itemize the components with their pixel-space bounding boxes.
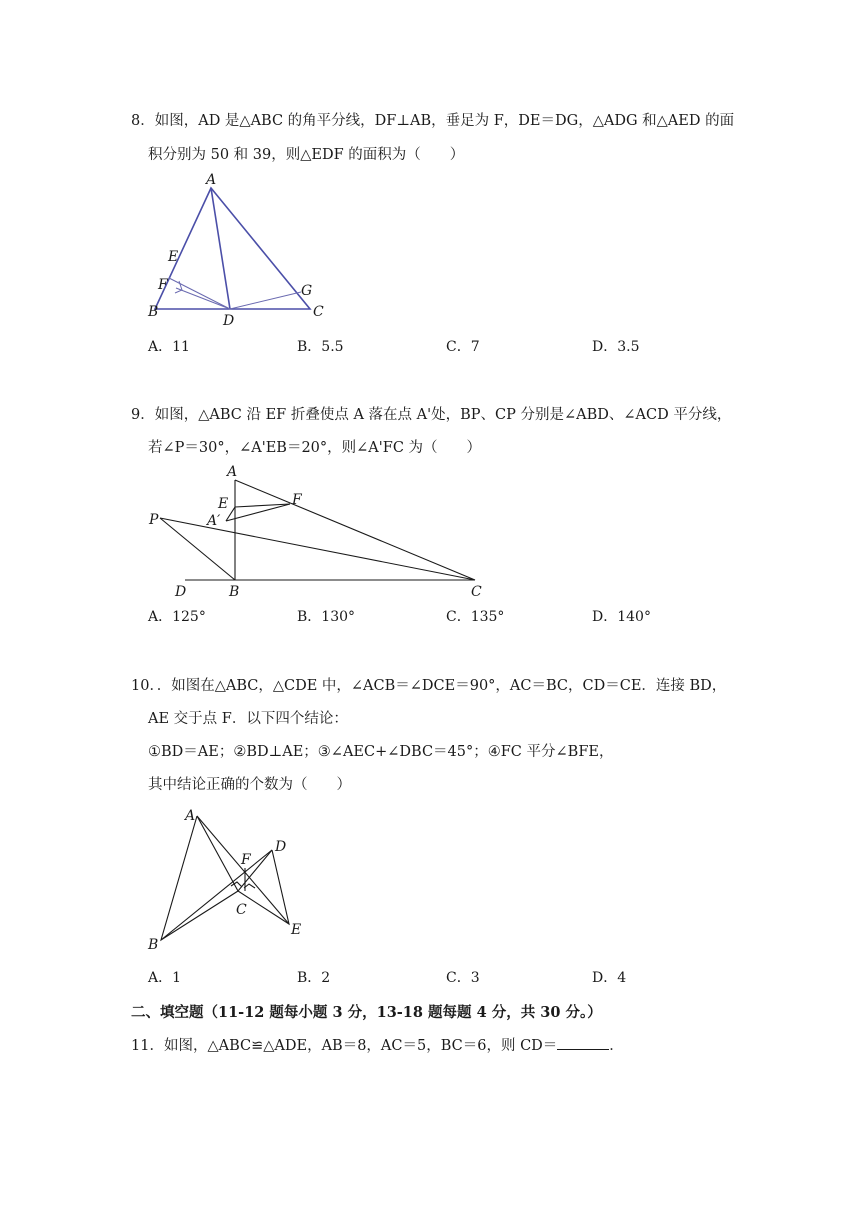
q8-stem-line2: 积分别为 50 和 39，则△EDF 的面积为（ ） — [148, 147, 465, 163]
q8-option-a[interactable]: A．11 — [148, 339, 190, 355]
q8-triangle-abc — [155, 188, 313, 309]
q8-label-d: D — [223, 313, 235, 329]
q8-label-b: B — [148, 304, 159, 320]
q8-inner-lines — [169, 278, 301, 309]
q8-option-d[interactable]: D．3.5 — [592, 339, 640, 355]
q10-stem-line1: 10．．如图在△ABC，△CDE 中，∠ACB＝∠DCE＝90°，AC＝BC，CD＝CE．连接 BD， — [131, 678, 727, 694]
q8-label-f: F — [158, 277, 168, 293]
q10-option-c[interactable]: C．3 — [446, 970, 480, 986]
q8-label-e: E — [168, 249, 179, 265]
q9-label-f: F — [292, 492, 302, 508]
q9-option-c[interactable]: C．135° — [446, 609, 505, 625]
q10-label-c: C — [236, 902, 247, 918]
q10-label-d: D — [275, 839, 287, 855]
q9-label-d: D — [175, 584, 187, 600]
q10-figure — [145, 806, 345, 956]
q9-label-a: A — [227, 464, 238, 480]
q8-label-g: G — [301, 283, 313, 299]
q8-stem-line1: 8．如图，AD 是△ABC 的角平分线，DF⊥AB，垂足为 F，DE＝DG，△ADG 和△AED 的面 — [131, 113, 735, 129]
q10-option-b[interactable]: B．2 — [297, 970, 331, 986]
q9-label-e: E — [218, 496, 229, 512]
q10-conclusions: ①BD＝AE；②BD⊥AE；③∠AEC+∠DBC＝45°；④FC 平分∠BFE， — [148, 744, 614, 760]
q10-option-d[interactable]: D．4 — [592, 970, 627, 986]
q9-label-p: P — [149, 512, 159, 528]
q9-stem-line2: 若∠P＝30°，∠A'EB＝20°，则∠A'FC 为（ ） — [148, 440, 482, 456]
q11-answer-blank[interactable] — [557, 1035, 609, 1050]
q10-label-f: F — [241, 852, 251, 868]
q8-option-c[interactable]: C．7 — [446, 339, 480, 355]
q11-text: 11．如图，△ABC≌△ADE，AB＝8，AC＝5，BC＝6，则 CD＝ — [131, 1038, 558, 1054]
q9-label-b: B — [229, 584, 240, 600]
q10-label-b: B — [148, 937, 159, 953]
q8-label-c: C — [313, 304, 324, 320]
q9-option-b[interactable]: B．130° — [297, 609, 356, 625]
q9-label-a-prime: A′ — [207, 513, 221, 529]
q10-stem-line4: 其中结论正确的个数为（ ） — [148, 777, 351, 793]
q8-figure — [140, 172, 340, 329]
q9-figure — [140, 462, 500, 602]
section-heading: 二、填空题（11-12 题每小题 3 分，13-18 题每题 4 分，共 30 分。） — [131, 1004, 602, 1021]
q10-label-e: E — [291, 922, 302, 938]
q9-option-d[interactable]: D．140° — [592, 609, 651, 625]
q8-label-a: A — [206, 172, 217, 188]
q9-lines — [160, 480, 475, 580]
q11-stem — [131, 1035, 624, 1056]
q9-stem-line1: 9．如图，△ABC 沿 EF 折叠使点 A 落在点 A'处，BP、CP 分别是∠ABD、∠ACD 平分线， — [131, 407, 732, 423]
q9-label-c: C — [471, 584, 482, 600]
q10-option-a[interactable]: A．1 — [148, 970, 182, 986]
q9-option-a[interactable]: A．125° — [148, 609, 206, 625]
q10-label-a: A — [185, 808, 196, 824]
q10-stem-line2: AE 交于点 F．以下四个结论： — [148, 711, 348, 727]
q10-lines — [161, 816, 289, 940]
q11-end: ． — [609, 1038, 624, 1054]
q8-option-b[interactable]: B．5.5 — [297, 339, 344, 355]
